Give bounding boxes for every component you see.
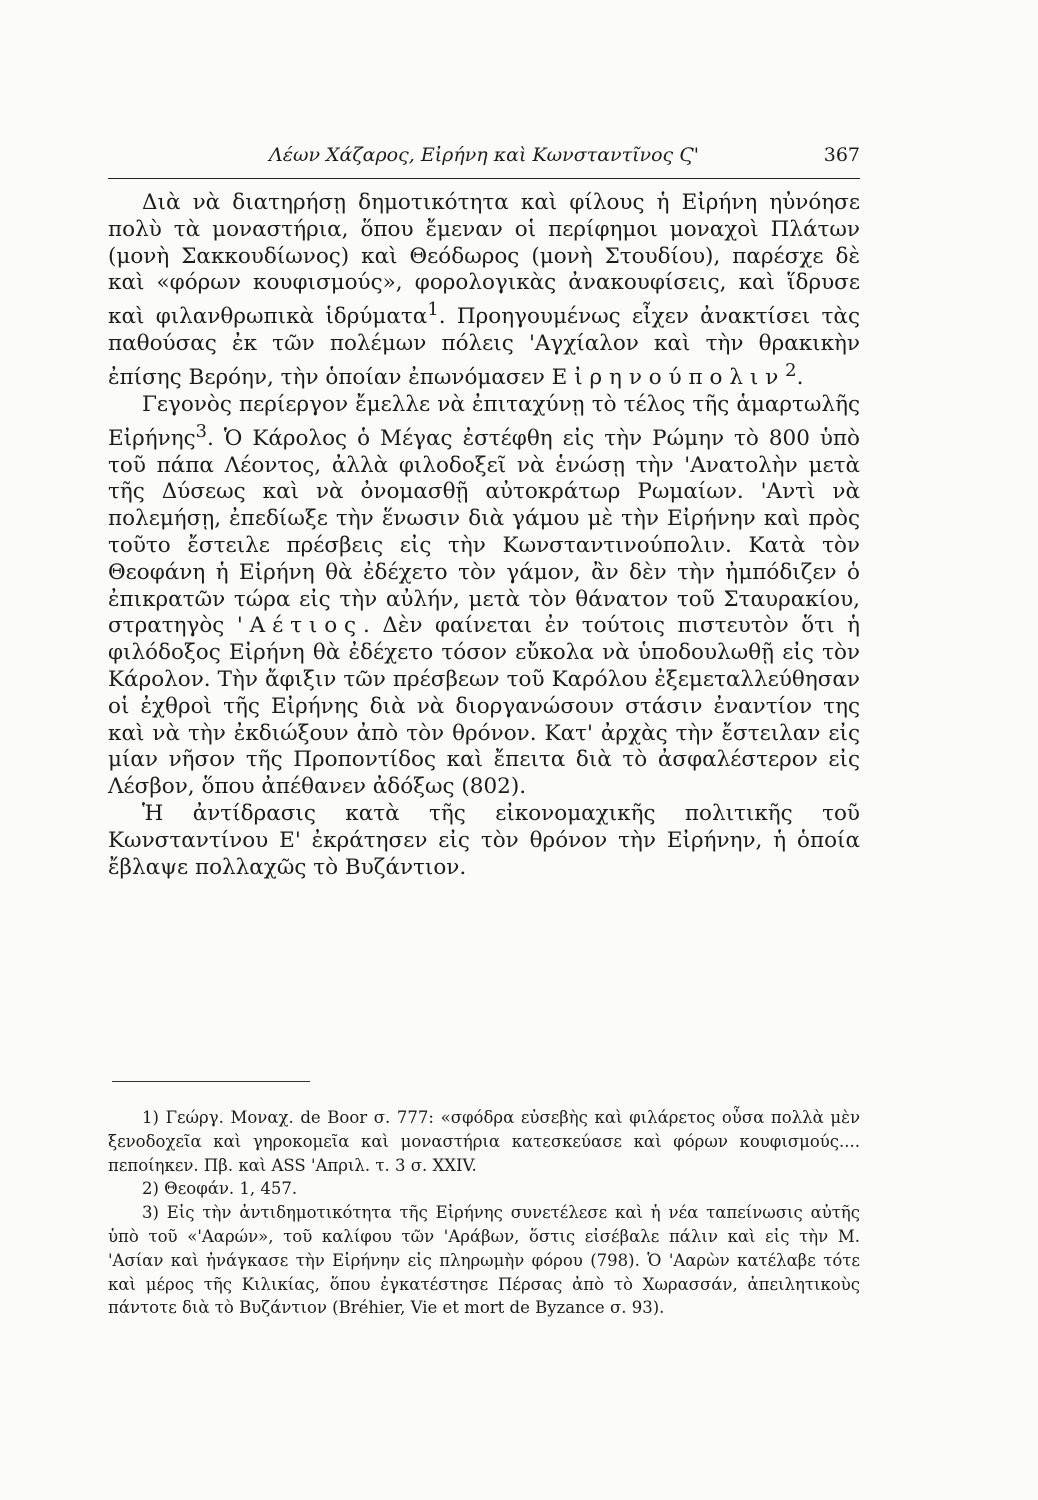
footnote-ref-2: 2 <box>785 359 797 381</box>
spaced-name-eirinoupolis: Εἰρηνούπολιν <box>551 365 786 391</box>
footnote-2: 2) Θεοφάν. 1, 457. <box>142 1179 298 1199</box>
footnotes <box>108 1106 860 1320</box>
paragraph-1-text-b: . Προηγουμένως εἶχεν ἀνακτίσει τὰς παθούσας ἐκ τῶν πολέμων πόλεις 'Αγχίαλον καὶ τὴν θρακικὴν ἐπίσης Βερόην, τὴν ὁποίαν ἐπωνόμασεν <box>108 304 860 391</box>
paragraph-1-text-a: Διὰ νὰ διατηρήσῃ δημοτικότητα καὶ φίλους ἡ Εἰρήνη ηὐνόησε πολὺ τὰ μοναστήρια, ὅπου ἔμεναν οἱ περίφημοι μοναχοὶ Πλάτων (μονὴ Σακκουδίωνος) καὶ Θεόδωρος (μονὴ Στουδίου), παρέσχε δὲ καὶ «φόρων κουφισμούς», φορολογικὰς ἀνακουφίσεις, καὶ ἵδρυσε καὶ φιλανθρωπικὰ ἱδρύματα <box>108 190 860 330</box>
paragraph-2-text-b: . Ὁ Κάρολος ὁ Μέγας ἐστέφθη εἰς τὴν Ρώμην τὸ 800 ὑπὸ τοῦ πάπα Λέοντος, ἀλλὰ φιλοδοξεῖ νὰ ἑνώσῃ τὴν 'Ανατολὴν μετὰ τῆς Δύσεως καὶ νὰ ὀνομασθῇ αὐτοκράτωρ Ρωμαίων. 'Αντὶ νὰ πολεμήσῃ, ἐπεδίωξε τὴν ἕνωσιν διὰ γάμου μὲ τὴν Εἰρήνην καὶ πρὸς τοῦτο ἔστειλε πρέσβεις εἰς τὴν Κωνσταντινούπολιν. Κατὰ τὸν Θεοφάνη ἡ Εἰρήνη θὰ ἐδέχετο τὸν γάμον, ἂν δὲν τὴν ἠμπόδιζεν ὁ ἐπικρατῶν τώρα εἰς τὴν αὐλήν, μετὰ τὸν θάνατον τοῦ Σταυρακίου, στρατηγὸς <box>108 425 860 639</box>
footnote-ref-3: 3 <box>195 420 208 442</box>
paragraph-2 <box>108 392 860 801</box>
paragraph-2-text-c: . Δὲν φαίνεται ἐν τούτοις πιστευτὸν ὅτι ἡ φιλόδοξος Εἰρήνη θὰ ἐδέχετο τόσον εὔκολα νὰ ὑποδουλωθῇ εἰς τὸν Κάρολον. Τὴν ἄφιξιν τῶν πρέσβεων τοῦ Καρόλου ἐξεμεταλλεύθησαν οἱ ἐχθροὶ τῆς Εἰρήνης διὰ νὰ διοργανώσουν στάσιν ἐναντίον της καὶ νὰ τὴν ἐκδιώξουν ἀπὸ τὸν θρόνον. Κατ' ἀρχὰς τὴν ἔστειλαν εἰς μίαν νῆσον τῆς Προποντίδος καὶ ἔπειτα διὰ τὸ ἀσφαλέστερον εἰς Λέσβον, ὅπου ἀπέθανεν ἀδόξως (802). <box>108 613 860 800</box>
paragraph-1 <box>108 190 860 392</box>
footnote-3: 3) Εἰς τὴν ἀντιδημοτικότητα τῆς Εἰρήνης συνετέλεσε καὶ ἡ νέα ταπείνωσις αὐτῆς ὑπὸ τοῦ «'Ααρών», τοῦ καλίφου τῶν 'Αράβων, ὅστις εἰσέβαλε πάλιν καὶ εἰς τὴν Μ. 'Ασίαν καὶ ἠνάγκασε τὴν Εἰρήνην εἰς πληρωμὴν φόρου (798). Ὁ 'Ααρὼν κατέλαβε τότε καὶ μέρος τῆς Κιλικίας, ὅπου ἐγκατέστησε Πέρσας ἀπὸ τὸ Χωρασσάν, ἀπειλητικοὺς πάντοτε διὰ τὸ Βυζάντιον (Bréhier, Vie et mort de Byzance σ. 93). <box>108 1203 860 1318</box>
page-number: 367 <box>823 144 860 166</box>
footnote-ref-1: 1 <box>427 299 439 321</box>
spaced-name-aetios: 'Αέτιος <box>236 613 363 639</box>
footnote-1: 1) Γεώργ. Μοναχ. de Boor σ. 777: «σφόδρα εὐσεβὴς καὶ φιλάρετος οὖσα πολλὰ μὲν ξενοδοχεῖα καὶ γηροκομεῖα καὶ μοναστήρια κατεσκεύασε καὶ φόρων κουφισμούς.... πεποίηκεν. Πβ. καὶ ASS 'Απριλ. τ. 3 σ. XXIV. <box>108 1108 860 1175</box>
footnote-divider <box>112 1081 310 1082</box>
running-title: Λέων Χάζαρος, Εἰρήνη καὶ Κωνσταντῖνος Ϛ' <box>269 144 699 166</box>
main-text <box>108 190 860 881</box>
paragraph-1-text-c: . <box>796 365 804 391</box>
page-header <box>108 140 860 179</box>
paragraph-2-text-a: Γεγονὸς περίεργον ἔμελλε νὰ ἐπιταχύνῃ τὸ τέλος τῆς ἁμαρτωλῆς Εἰρήνης <box>108 391 860 451</box>
paragraph-3: Ἡ ἀντίδρασις κατὰ τῆς εἰκονομαχικῆς πολιτικῆς τοῦ Κωνσταντίνου Ε' ἐκράτησεν εἰς τὸν θρόνον τὴν Εἰρήνην, ἡ ὁποία ἔβλαψε πολλαχῶς τὸ Βυζάντιον. <box>108 801 860 880</box>
